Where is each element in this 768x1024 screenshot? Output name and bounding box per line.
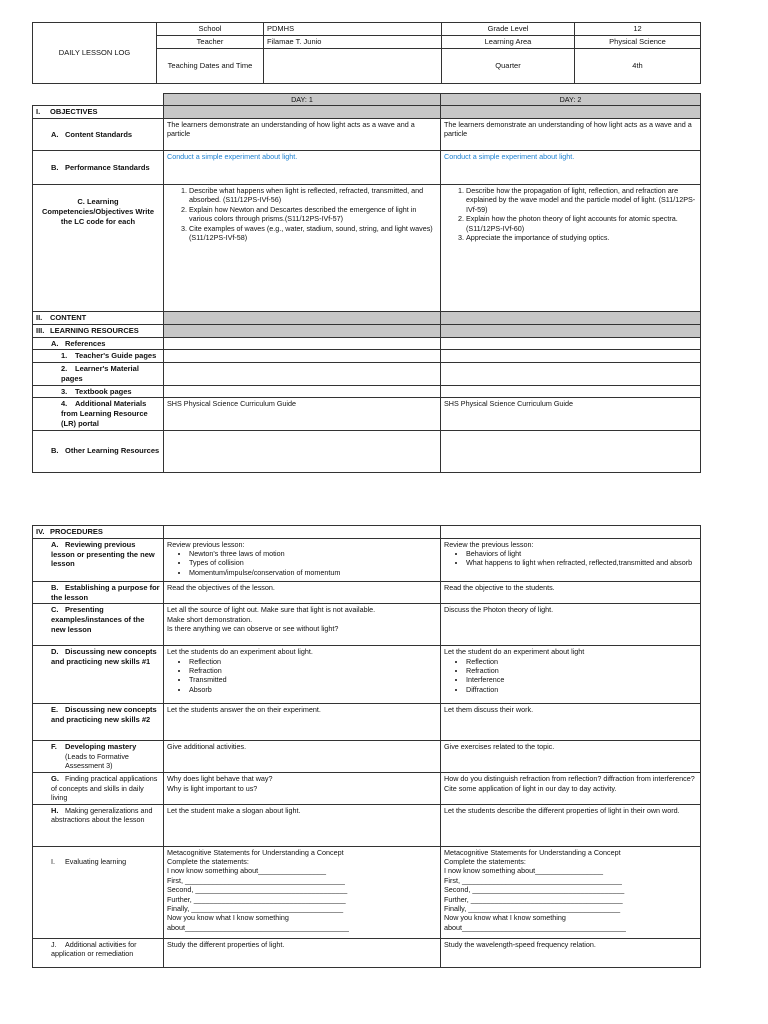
grade-label: Grade Level (442, 23, 575, 36)
text-line: Why is light important to us? (167, 783, 258, 793)
list-item: • What happens to light when refracted, reflected,transmitted and absorb (466, 558, 697, 567)
refs-num: A. (51, 338, 59, 348)
proc-g-label: Finding practical applications of concepts and skills in daily living (51, 774, 158, 803)
tg-label: Teacher's Guide pages (75, 351, 157, 361)
lm-num: 2. (61, 364, 68, 374)
proc-d-day2-list (444, 657, 697, 694)
proc-g-num: G. (51, 774, 59, 784)
competencies-day1-list (167, 186, 437, 242)
tg-num: 1. (61, 351, 68, 361)
proc-h-label: Making generalizations and abstractions about the lesson (51, 805, 153, 825)
list-item: • Behaviors of light (466, 549, 697, 558)
resources-heading: LEARNING RESOURCES (50, 325, 139, 335)
performance-std-day2: Conduct a simple experiment about light. (441, 151, 701, 185)
text-line: about_________________________________________ (444, 922, 626, 932)
text-line: Second, ______________________________________ (444, 885, 625, 895)
text-line: Now you know what I know something (444, 913, 566, 923)
proc-i-num: I. (51, 856, 55, 866)
text-line: Further, ______________________________________ (444, 894, 623, 904)
proc-a-day2-list (444, 549, 697, 568)
performance-std-label: Performance Standards (65, 162, 150, 172)
procedures-num: IV. (36, 527, 45, 536)
proc-j-label: Additional activities for application or remediation (51, 939, 137, 959)
text-line: Second, ______________________________________ (167, 885, 348, 895)
proc-j-day1: Study the different properties of light. (164, 938, 441, 967)
proc-j-day2: Study the wavelength-speed frequency relation. (441, 938, 701, 967)
day2-header: DAY: 2 (441, 94, 701, 106)
proc-f-sub: (Leads to Formative Assessment 3) (65, 752, 129, 771)
text-line: Is there anything we can observe or see without light? (167, 623, 339, 633)
proc-a-day1-list (167, 549, 437, 577)
text-line: Finally, ______________________________________ (444, 903, 621, 913)
proc-f-num: F. (51, 742, 57, 752)
tb-label: Textbook pages (75, 386, 132, 396)
proc-c-num: C. (51, 605, 59, 615)
content-heading: CONTENT (50, 313, 87, 323)
proc-e-day2: Let them discuss their work. (441, 704, 701, 741)
proc-f-label: Developing mastery (65, 742, 137, 752)
grade-value: 12 (575, 23, 701, 36)
quarter-label: Quarter (442, 48, 575, 83)
text-line: Make short demonstration. (167, 614, 253, 624)
content-std-day1: The learners demonstrate an understanding of how light acts as a wave and a particle (164, 119, 441, 151)
proc-b-num: B. (51, 582, 59, 592)
proc-e-day1: Let the students answer the on their experiment. (164, 704, 441, 741)
proc-d-day2-intro: Let the student do an experiment about light (444, 647, 585, 657)
dates-label: Teaching Dates and Time (157, 48, 264, 83)
teacher-label: Teacher (157, 35, 264, 48)
text-line: I now know something about_________________ (444, 866, 604, 876)
other-num: B. (51, 446, 59, 456)
am-label: Additional Materials from Learning Resource (LR) portal (61, 399, 148, 428)
school-label: School (157, 23, 264, 36)
other-label: Other Learning Resources (65, 446, 160, 456)
proc-g-day2 (441, 773, 701, 804)
list-item: • Reflection (189, 657, 437, 666)
content-std-num: A. (51, 129, 59, 139)
procedures-heading: PROCEDURES (50, 527, 103, 536)
proc-i-label: Evaluating learning (65, 856, 127, 866)
day1-header: DAY: 1 (164, 94, 441, 106)
proc-b-label: Establishing a purpose for the lesson (51, 582, 160, 602)
area-label: Learning Area (442, 35, 575, 48)
quarter-value: 4th (575, 48, 701, 83)
proc-e-num: E. (51, 705, 59, 715)
proc-i-day1 (164, 846, 441, 938)
am-day1: SHS Physical Science Curriculum Guide (164, 398, 441, 430)
list-item: • Interference (466, 675, 697, 684)
proc-d-label: Discussing new concepts and practicing new skills #1 (51, 647, 157, 666)
proc-e-label: Discussing new concepts and practicing new skills #2 (51, 705, 157, 724)
proc-a-day2-intro: Review the previous lesson: (444, 539, 534, 549)
text-line: Cite some application of light in our day to day activity. (444, 783, 617, 793)
list-item: • Absorb (189, 685, 437, 694)
proc-d-day1-intro: Let the students do an experiment about light. (167, 647, 313, 657)
am-num: 4. (61, 399, 68, 409)
competency-item: 2. Explain how Newton and Descartes described the emergence of light in various colors through prisms.(S11/12PS-IVf-57) (189, 205, 437, 224)
area-value: Physical Science (575, 35, 701, 48)
lm-label: Learner's Material pages (61, 364, 139, 383)
proc-h-num: H. (51, 805, 59, 815)
text-line: Let all the source of light out. Make sure that light is not available. (167, 605, 376, 615)
list-item: • Newton's three laws of motion (189, 549, 437, 558)
proc-h-day2: Let the students describe the different properties of light in their own word. (441, 804, 701, 846)
doc-title: DAILY LESSON LOG (33, 23, 157, 84)
list-item: • Diffraction (466, 685, 697, 694)
text-line: Now you know what I know something (167, 913, 289, 923)
text-line: Complete the statements: (167, 857, 249, 867)
text-line: First, ________________________________________ (167, 875, 345, 885)
text-line: How do you distinguish refraction from reflection? diffraction from interference? (444, 774, 695, 784)
objectives-table (32, 93, 701, 473)
content-std-day2: The learners demonstrate an understanding of how light acts as a wave and a particle (441, 119, 701, 151)
proc-c-day1 (164, 604, 441, 646)
refs-label: References (65, 338, 106, 348)
proc-h-day1: Let the student make a slogan about light. (164, 804, 441, 846)
list-item: • Transmitted (189, 675, 437, 684)
proc-c-day2: Discuss the Photon theory of light. (441, 604, 701, 646)
text-line: about_________________________________________ (167, 922, 349, 932)
competency-item: 3. Appreciate the importance of studying optics. (466, 233, 697, 242)
performance-std-num: B. (51, 162, 59, 172)
objectives-heading: OBJECTIVES (50, 107, 98, 117)
content-std-label: Content Standards (65, 129, 133, 139)
competency-item: 3. Cite examples of waves (e.g., water, stadium, sound, string, and light waves) (S11/12PS-IVf-58) (189, 224, 437, 243)
text-line: Metacognitive Statements for Understanding a Concept (167, 847, 344, 857)
competency-item: 1. Describe what happens when light is reflected, refracted, transmitted, and absorbed. (S11/12PS-IVf-56) (189, 186, 437, 205)
proc-c-label: Presenting examples/instances of the new lesson (51, 605, 145, 634)
header-table (32, 22, 701, 84)
list-item: • Reflection (466, 657, 697, 666)
proc-f-day2: Give exercises related to the topic. (441, 741, 701, 773)
list-item: • Refraction (189, 666, 437, 675)
proc-d-day1-list (167, 657, 437, 694)
competencies-day2-list (444, 186, 697, 242)
proc-g-day1 (164, 773, 441, 804)
proc-b-day2: Read the objective to the students. (441, 581, 701, 604)
teacher-value: Filamae T. Junio (264, 35, 442, 48)
proc-j-num: J. (51, 939, 57, 949)
list-item: • Refraction (466, 666, 697, 675)
list-item: • Momentum/impulse/conservation of momentum (189, 568, 437, 577)
proc-d-num: D. (51, 647, 59, 657)
competency-item: 1. Describe how the propagation of light, reflection, and refraction are explained by the wave model and the particle model of light. (S11/12PS-IVf-59) (466, 186, 697, 214)
am-day2: SHS Physical Science Curriculum Guide (441, 398, 701, 430)
text-line: Why does light behave that way? (167, 774, 273, 784)
text-line: Complete the statements: (444, 857, 526, 867)
text-line: I now know something about_________________ (167, 866, 327, 876)
proc-a-num: A. (51, 539, 59, 549)
text-line: Further, ______________________________________ (167, 894, 346, 904)
performance-std-day1: Conduct a simple experiment about light. (164, 151, 441, 185)
competency-item: 2. Explain how the photon theory of light accounts for atomic spectra. (S11/12PS-IVf-60) (466, 214, 697, 233)
text-line: First, ________________________________________ (444, 875, 622, 885)
list-item: • Types of collision (189, 558, 437, 567)
proc-a-day1-intro: Review previous lesson: (167, 539, 245, 549)
text-line: Finally, ______________________________________ (167, 903, 344, 913)
proc-i-day2 (441, 846, 701, 938)
content-num: II. (36, 313, 43, 323)
dates-value (264, 48, 442, 83)
proc-a-label: Reviewing previous lesson or presenting the new lesson (51, 539, 155, 569)
school-value: PDMHS (264, 23, 442, 36)
proc-f-day1: Give additional activities. (164, 741, 441, 773)
competencies-label: C. Learning Competencies/Objectives Write the LC code for each (33, 185, 164, 312)
procedures-table (32, 525, 701, 968)
tb-num: 3. (61, 386, 68, 396)
text-line: Metacognitive Statements for Understanding a Concept (444, 847, 621, 857)
objectives-num: I. (36, 107, 41, 117)
proc-b-day1: Read the objectives of the lesson. (164, 581, 441, 604)
resources-num: III. (36, 325, 45, 335)
